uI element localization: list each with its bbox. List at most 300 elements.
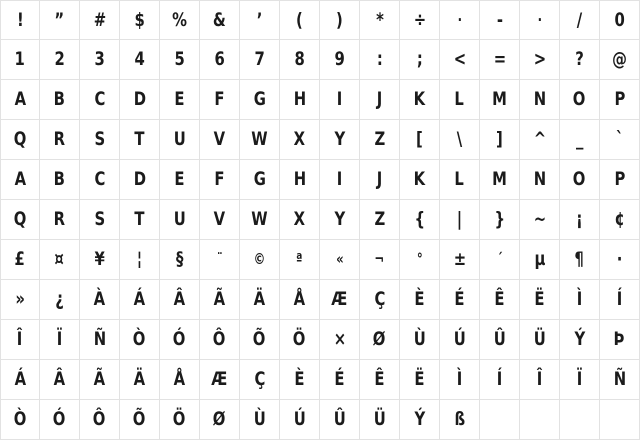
glyph-character: Ú (293, 408, 306, 430)
glyph-cell[interactable] (240, 80, 280, 120)
glyph-cell[interactable] (160, 320, 200, 360)
glyph-cell[interactable] (120, 280, 160, 320)
glyph-cell[interactable] (280, 320, 320, 360)
glyph-cell[interactable] (40, 200, 80, 240)
glyph-cell[interactable] (480, 360, 520, 400)
glyph-cell[interactable] (600, 120, 640, 160)
glyph-cell[interactable] (200, 400, 240, 440)
glyph-character: W (251, 208, 268, 230)
glyph-character: Í (496, 368, 503, 390)
glyph-cell[interactable] (480, 280, 520, 320)
glyph-character: # (93, 8, 106, 31)
glyph-character: » (15, 288, 25, 310)
glyph-cell[interactable] (480, 0, 520, 40)
glyph-cell[interactable] (0, 360, 40, 400)
glyph-character: ’ (256, 8, 263, 31)
glyph-cell[interactable] (200, 120, 240, 160)
glyph-cell[interactable] (440, 240, 480, 280)
glyph-cell[interactable] (0, 80, 40, 120)
glyph-character: < (453, 48, 466, 70)
glyph-cell[interactable] (320, 280, 360, 320)
glyph-cell[interactable] (560, 320, 600, 360)
glyph-cell[interactable] (440, 320, 480, 360)
glyph-character: ´ (496, 250, 503, 268)
glyph-cell[interactable] (480, 160, 520, 200)
glyph-cell[interactable] (0, 120, 40, 160)
glyph-character: Ù (253, 408, 266, 430)
glyph-cell[interactable] (0, 200, 40, 240)
glyph-cell[interactable] (120, 160, 160, 200)
glyph-cell[interactable] (120, 120, 160, 160)
glyph-cell[interactable] (360, 320, 400, 360)
glyph-cell[interactable] (40, 280, 80, 320)
glyph-character: È (414, 288, 425, 310)
glyph-cell[interactable] (240, 40, 280, 80)
glyph-cell[interactable] (200, 280, 240, 320)
glyph-cell[interactable] (360, 40, 400, 80)
glyph-cell[interactable] (160, 200, 200, 240)
glyph-character: Y (334, 208, 345, 230)
glyph-cell[interactable] (560, 120, 600, 160)
glyph-character: M (492, 88, 507, 110)
glyph-cell[interactable] (120, 0, 160, 40)
glyph-cell[interactable] (40, 0, 80, 40)
glyph-character: µ (534, 248, 545, 270)
glyph-cell[interactable] (600, 80, 640, 120)
glyph-cell[interactable] (360, 200, 400, 240)
glyph-cell[interactable] (160, 80, 200, 120)
glyph-cell[interactable] (160, 0, 200, 40)
glyph-character: ¨ (216, 250, 223, 268)
glyph-character: C (94, 168, 105, 190)
glyph-character: L (454, 88, 465, 110)
glyph-cell[interactable] (40, 160, 80, 200)
glyph-character: ¦ (136, 248, 143, 270)
glyph-cell[interactable] (240, 160, 280, 200)
glyph-character: A (14, 88, 26, 110)
glyph-cell[interactable] (520, 240, 560, 280)
glyph-character: Ö (173, 408, 186, 430)
glyph-cell[interactable] (320, 120, 360, 160)
glyph-character: Ó (173, 328, 186, 350)
glyph-cell[interactable] (0, 40, 40, 80)
glyph-character: 6 (214, 48, 225, 70)
glyph-character: × (333, 328, 346, 350)
glyph-character: Ø (213, 408, 226, 430)
glyph-character: Ì (576, 288, 583, 310)
glyph-cell[interactable] (0, 0, 40, 40)
glyph-cell[interactable] (240, 280, 280, 320)
glyph-cell[interactable] (600, 0, 640, 40)
glyph-character: Þ (614, 328, 625, 350)
glyph-cell[interactable] (160, 240, 200, 280)
glyph-character: O (573, 168, 586, 190)
glyph-character: ¡ (576, 208, 583, 230)
glyph-cell[interactable] (560, 360, 600, 400)
glyph-cell[interactable] (200, 240, 240, 280)
glyph-character: Ã (93, 368, 106, 390)
glyph-cell[interactable] (400, 320, 440, 360)
glyph-cell[interactable] (440, 160, 480, 200)
glyph-cell[interactable] (600, 320, 640, 360)
glyph-character: Î (17, 328, 23, 350)
glyph-character: Ú (453, 328, 466, 350)
glyph-character: ¢ (614, 208, 625, 230)
glyph-cell[interactable] (280, 360, 320, 400)
glyph-cell[interactable] (600, 360, 640, 400)
glyph-cell[interactable] (440, 360, 480, 400)
glyph-cell[interactable] (520, 0, 560, 40)
glyph-character: ° (416, 250, 423, 268)
glyph-character: R (53, 128, 66, 150)
glyph-cell[interactable] (520, 160, 560, 200)
glyph-character: ¿ (55, 288, 64, 310)
glyph-character: Y (334, 128, 345, 150)
glyph-cell[interactable] (440, 0, 480, 40)
glyph-character: H (293, 88, 306, 110)
glyph-cell[interactable] (600, 280, 640, 320)
glyph-cell[interactable] (80, 40, 120, 80)
glyph-cell[interactable] (160, 280, 200, 320)
glyph-cell[interactable] (120, 360, 160, 400)
glyph-character: F (214, 88, 225, 110)
glyph-character: Á (133, 288, 146, 310)
glyph-character: Ä (253, 288, 266, 310)
glyph-cell[interactable] (360, 0, 400, 40)
glyph-cell[interactable] (280, 280, 320, 320)
glyph-cell[interactable] (280, 240, 320, 280)
glyph-cell[interactable] (400, 160, 440, 200)
glyph-cell[interactable] (120, 40, 160, 80)
glyph-character: ÷ (413, 8, 426, 31)
glyph-character: É (334, 368, 345, 390)
glyph-character: Õ (253, 328, 266, 350)
glyph-character: Ô (93, 408, 106, 430)
glyph-cell[interactable] (400, 360, 440, 400)
glyph-character: E (174, 168, 185, 190)
glyph-cell[interactable] (560, 280, 600, 320)
glyph-character: A (14, 168, 26, 190)
glyph-character: @ (612, 48, 627, 70)
glyph-character: S (94, 128, 105, 150)
glyph-cell[interactable] (600, 240, 640, 280)
glyph-cell[interactable] (320, 360, 360, 400)
glyph-character: E (174, 88, 185, 110)
glyph-cell[interactable] (240, 320, 280, 360)
glyph-cell[interactable] (440, 120, 480, 160)
glyph-cell[interactable] (200, 200, 240, 240)
glyph-character: % (172, 8, 187, 31)
glyph-character: 5 (174, 48, 185, 70)
glyph-character: Ô (213, 328, 226, 350)
glyph-cell[interactable] (520, 360, 560, 400)
glyph-cell[interactable] (80, 240, 120, 280)
glyph-character: & (213, 8, 226, 31)
glyph-cell[interactable] (280, 400, 320, 440)
glyph-character: D (133, 88, 146, 110)
glyph-character: Õ (133, 408, 146, 430)
glyph-cell[interactable] (320, 40, 360, 80)
glyph-character: V (213, 208, 226, 230)
glyph-cell[interactable] (80, 160, 120, 200)
glyph-cell[interactable] (200, 160, 240, 200)
glyph-cell[interactable] (280, 80, 320, 120)
glyph-cell[interactable] (480, 80, 520, 120)
glyph-character: ; (416, 48, 423, 70)
glyph-cell[interactable] (400, 0, 440, 40)
glyph-cell[interactable] (160, 360, 200, 400)
glyph-character: / (576, 8, 583, 31)
glyph-cell[interactable] (400, 40, 440, 80)
glyph-cell[interactable] (600, 200, 640, 240)
glyph-cell[interactable] (240, 240, 280, 280)
glyph-character: ¬ (374, 250, 385, 268)
glyph-character: Î (536, 368, 543, 390)
glyph-cell[interactable] (0, 400, 40, 440)
glyph-character: ¤ (54, 248, 65, 270)
glyph-cell[interactable] (240, 360, 280, 400)
glyph-cell[interactable] (560, 80, 600, 120)
glyph-character: Ù (413, 328, 426, 350)
glyph-character: 0 (614, 8, 625, 31)
glyph-cell[interactable] (240, 400, 280, 440)
glyph-character: Æ (211, 368, 228, 390)
glyph-cell[interactable] (440, 280, 480, 320)
glyph-character: } (494, 208, 505, 230)
glyph-character: M (492, 168, 507, 190)
glyph-character: ª (296, 250, 303, 268)
glyph-character: ^ (533, 128, 546, 150)
glyph-cell[interactable] (80, 400, 120, 440)
glyph-cell[interactable] (440, 400, 480, 440)
glyph-character: S (94, 208, 105, 230)
glyph-character: Á (14, 368, 26, 390)
glyph-cell[interactable] (0, 280, 40, 320)
glyph-cell[interactable] (480, 200, 520, 240)
glyph-character: Z (374, 208, 385, 230)
glyph-character: T (134, 128, 145, 150)
glyph-cell[interactable] (160, 160, 200, 200)
glyph-character: Ã (213, 288, 226, 310)
glyph-character: \ (456, 128, 463, 150)
glyph-character: P (614, 168, 625, 190)
glyph-cell[interactable] (280, 0, 320, 40)
glyph-cell[interactable] (280, 160, 320, 200)
glyph-character: Û (333, 408, 346, 430)
glyph-character: Q (13, 128, 27, 150)
glyph-cell[interactable] (400, 400, 440, 440)
glyph-cell[interactable] (200, 320, 240, 360)
glyph-cell[interactable] (360, 80, 400, 120)
glyph-cell[interactable] (120, 200, 160, 240)
glyph-cell[interactable] (80, 80, 120, 120)
glyph-cell[interactable] (360, 280, 400, 320)
glyph-cell[interactable] (320, 400, 360, 440)
glyph-cell[interactable] (400, 80, 440, 120)
glyph-cell[interactable] (280, 40, 320, 80)
glyph-cell[interactable] (40, 320, 80, 360)
glyph-cell[interactable] (160, 40, 200, 80)
glyph-cell[interactable] (520, 80, 560, 120)
glyph-cell[interactable] (600, 160, 640, 200)
glyph-cell[interactable] (560, 40, 600, 80)
glyph-character: ] (496, 128, 503, 150)
glyph-cell[interactable] (440, 200, 480, 240)
glyph-cell[interactable] (440, 80, 480, 120)
glyph-cell[interactable] (400, 200, 440, 240)
glyph-character: D (133, 168, 146, 190)
glyph-character: Ì (456, 368, 463, 390)
glyph-character: { (414, 208, 425, 230)
glyph-cell[interactable] (400, 280, 440, 320)
glyph-character: - (496, 8, 503, 31)
glyph-cell[interactable] (400, 240, 440, 280)
glyph-cell[interactable] (120, 400, 160, 440)
glyph-cell[interactable] (40, 240, 80, 280)
glyph-character: Å (173, 368, 186, 390)
glyph-cell[interactable] (200, 0, 240, 40)
glyph-cell[interactable] (320, 80, 360, 120)
glyph-character: H (293, 168, 306, 190)
glyph-cell[interactable] (480, 240, 520, 280)
glyph-character: Z (374, 128, 385, 150)
glyph-character: [ (416, 128, 423, 150)
glyph-character: Ü (533, 328, 546, 350)
glyph-character: W (251, 128, 268, 150)
glyph-character: K (413, 88, 426, 110)
glyph-character: © (253, 250, 266, 268)
glyph-cell[interactable] (80, 360, 120, 400)
glyph-cell[interactable] (200, 80, 240, 120)
glyph-cell[interactable] (560, 160, 600, 200)
glyph-character: B (53, 88, 66, 110)
glyph-character: N (533, 168, 546, 190)
glyph-cell[interactable] (320, 160, 360, 200)
glyph-character: Ë (534, 288, 545, 310)
glyph-cell[interactable] (560, 240, 600, 280)
glyph-character: 7 (254, 48, 265, 70)
glyph-cell[interactable] (480, 320, 520, 360)
glyph-character: ! (16, 8, 24, 31)
glyph-cell[interactable] (40, 360, 80, 400)
glyph-cell[interactable] (240, 200, 280, 240)
glyph-cell[interactable] (0, 160, 40, 200)
glyph-character: Ï (56, 328, 63, 350)
glyph-cell[interactable] (360, 160, 400, 200)
glyph-character: Ñ (613, 368, 626, 390)
glyph-cell[interactable] (440, 40, 480, 80)
glyph-character: 3 (94, 48, 105, 70)
glyph-cell[interactable] (40, 40, 80, 80)
glyph-character: ) (336, 8, 343, 31)
glyph-character: I (336, 168, 343, 190)
glyph-cell[interactable] (0, 240, 40, 280)
glyph-character: ~ (533, 208, 546, 230)
glyph-cell[interactable] (280, 120, 320, 160)
glyph-character: P (614, 88, 625, 110)
glyph-cell[interactable] (80, 200, 120, 240)
glyph-cell[interactable] (280, 200, 320, 240)
glyph-character: Ö (293, 328, 306, 350)
glyph-cell[interactable] (120, 240, 160, 280)
glyph-character: I (336, 88, 343, 110)
glyph-cell[interactable] (40, 400, 80, 440)
glyph-character: = (493, 48, 506, 70)
glyph-cell[interactable] (40, 80, 80, 120)
glyph-cell[interactable] (480, 40, 520, 80)
glyph-character: $ (134, 8, 145, 31)
glyph-cell[interactable] (160, 400, 200, 440)
glyph-cell[interactable] (560, 0, 600, 40)
glyph-cell[interactable] (80, 0, 120, 40)
glyph-character: £ (14, 248, 26, 270)
glyph-cell[interactable] (520, 200, 560, 240)
glyph-cell[interactable] (560, 200, 600, 240)
glyph-cell[interactable] (240, 0, 280, 40)
glyph-cell[interactable] (360, 360, 400, 400)
glyph-character: O (573, 88, 586, 110)
glyph-cell[interactable] (160, 120, 200, 160)
glyph-cell[interactable] (240, 120, 280, 160)
glyph-cell[interactable] (80, 280, 120, 320)
glyph-cell[interactable] (480, 120, 520, 160)
glyph-cell[interactable] (320, 0, 360, 40)
glyph-character: X (293, 208, 306, 230)
glyph-cell-empty (560, 400, 600, 440)
glyph-cell-empty (600, 400, 640, 440)
glyph-character: T (134, 208, 145, 230)
glyph-cell[interactable] (360, 120, 400, 160)
glyph-cell[interactable] (120, 80, 160, 120)
glyph-character: Ü (373, 408, 386, 430)
glyph-character: Ò (13, 408, 27, 430)
glyph-cell[interactable] (600, 40, 640, 80)
glyph-character: Û (493, 328, 506, 350)
glyph-cell[interactable] (360, 240, 400, 280)
glyph-character: ± (453, 248, 466, 270)
glyph-cell[interactable] (320, 240, 360, 280)
glyph-character: ( (296, 8, 303, 31)
glyph-cell[interactable] (320, 200, 360, 240)
glyph-cell[interactable] (200, 40, 240, 80)
glyph-cell[interactable] (80, 320, 120, 360)
glyph-cell[interactable] (200, 360, 240, 400)
glyph-cell[interactable] (400, 120, 440, 160)
glyph-cell[interactable] (80, 120, 120, 160)
glyph-character: > (533, 48, 546, 70)
glyph-character: · (616, 248, 623, 270)
glyph-character: ” (54, 8, 65, 31)
glyph-cell[interactable] (40, 120, 80, 160)
glyph-cell[interactable] (520, 40, 560, 80)
glyph-character: 8 (294, 48, 305, 70)
glyph-cell[interactable] (520, 320, 560, 360)
glyph-cell[interactable] (360, 400, 400, 440)
glyph-character: Ø (373, 328, 386, 350)
glyph-character: G (253, 88, 266, 110)
glyph-character: ß (454, 408, 465, 430)
glyph-cell[interactable] (120, 320, 160, 360)
glyph-character: · (537, 10, 542, 29)
glyph-character: 1 (14, 48, 26, 70)
glyph-character: Ñ (93, 328, 106, 350)
glyph-character: Ë (414, 368, 425, 390)
glyph-cell[interactable] (0, 320, 40, 360)
glyph-cell[interactable] (320, 320, 360, 360)
glyph-cell[interactable] (520, 120, 560, 160)
glyph-cell[interactable] (520, 280, 560, 320)
glyph-character: À (93, 288, 106, 310)
